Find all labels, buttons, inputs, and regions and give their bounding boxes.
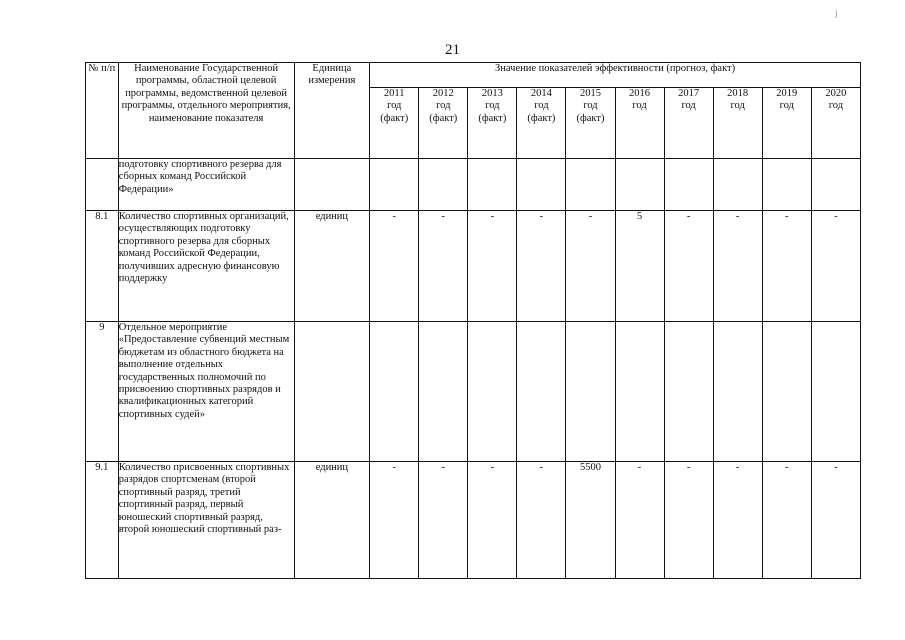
value-cell (615, 159, 664, 211)
value-cell: - (370, 211, 419, 322)
year-note: (факт) (527, 112, 556, 124)
value-cell: - (762, 462, 811, 579)
row-unit (294, 159, 370, 211)
value-cell (762, 159, 811, 211)
row-number (86, 159, 119, 211)
value-cell (517, 159, 566, 211)
year-word: год (583, 100, 598, 112)
row-unit: единиц (294, 462, 370, 579)
table-row (86, 322, 861, 462)
header-year-2016 (615, 88, 664, 159)
year-note: (факт) (576, 112, 605, 124)
value-cell: - (419, 211, 468, 322)
table-row (86, 159, 861, 211)
value-cell (419, 322, 468, 462)
value-cell (468, 322, 517, 462)
value-cell (713, 159, 762, 211)
value-cell: - (517, 211, 566, 322)
header-year-2015 (566, 88, 615, 159)
value-cell: - (811, 462, 860, 579)
performance-indicators-table (85, 62, 861, 579)
value-cell (370, 322, 419, 462)
value-cell (419, 159, 468, 211)
year-label: 2020 (825, 88, 847, 99)
year-note: (факт) (478, 112, 507, 124)
value-cell: - (566, 211, 615, 322)
table-row (86, 211, 861, 322)
value-cell (566, 322, 615, 462)
row-name: Отдельное мероприятие «Предоставление субвенций местным бюджетам из областного бюджета на выполнение отдельных государственных полномочий по присвоению спортивных разрядов и квалификационных категорий спортивных судей» (118, 322, 294, 462)
header-year-2011 (370, 88, 419, 159)
value-cell (566, 159, 615, 211)
year-word: год (485, 100, 500, 112)
value-cell: - (615, 462, 664, 579)
year-label: 2011 (383, 88, 405, 99)
year-label: 2016 (629, 88, 651, 99)
value-cell: - (370, 462, 419, 579)
table-header (86, 63, 861, 159)
value-cell (517, 322, 566, 462)
header-year-2020 (811, 88, 860, 159)
year-word: год (436, 100, 451, 112)
page-number: 21 (445, 42, 460, 58)
year-label: 2013 (481, 88, 503, 99)
year-label: 2019 (776, 88, 798, 99)
value-cell: - (811, 211, 860, 322)
value-cell: - (517, 462, 566, 579)
header-number: № п/п (86, 63, 119, 159)
corner-mark: ј (835, 8, 838, 18)
row-name: подготовку спортивного резерва для сборных команд Российской Федерации» (118, 159, 294, 211)
table-row (86, 462, 861, 579)
value-cell: - (762, 211, 811, 322)
header-year-2014 (517, 88, 566, 159)
header-year-2017 (664, 88, 713, 159)
value-cell (370, 159, 419, 211)
value-cell: 5500 (566, 462, 615, 579)
year-word: год (779, 100, 794, 112)
value-cell: 5 (615, 211, 664, 322)
row-number: 9.1 (86, 462, 119, 579)
header-name: Наименование Государственной программы, областной целевой программы, ведомственной целевой программы, отдельного мероприятия, наименование показателя (118, 63, 294, 159)
value-cell (468, 159, 517, 211)
header-values: Значение показателей эффективности (прогноз, факт) (370, 63, 861, 88)
value-cell (762, 322, 811, 462)
year-label: 2018 (727, 88, 749, 99)
row-number: 9 (86, 322, 119, 462)
value-cell: - (664, 462, 713, 579)
year-word: год (730, 100, 745, 112)
year-label: 2014 (530, 88, 552, 99)
header-unit: Единица измерения (294, 63, 370, 159)
value-cell (811, 159, 860, 211)
value-cell (811, 322, 860, 462)
year-label: 2017 (678, 88, 700, 99)
header-year-2013 (468, 88, 517, 159)
value-cell: - (419, 462, 468, 579)
value-cell: - (713, 462, 762, 579)
row-name: Количество спортивных организаций, осуществляющих подготовку спортивного резерва для сборных команд Российской Федерации, получивших адресную финансовую поддержку (118, 211, 294, 322)
value-cell: - (468, 211, 517, 322)
year-word: год (828, 100, 844, 112)
header-row-top (86, 63, 861, 88)
row-number: 8.1 (86, 211, 119, 322)
year-note: (факт) (429, 112, 458, 124)
value-cell (664, 159, 713, 211)
header-year-2019 (762, 88, 811, 159)
row-unit: единиц (294, 211, 370, 322)
header-year-2018 (713, 88, 762, 159)
value-cell: - (468, 462, 517, 579)
table-body (86, 159, 861, 579)
value-cell (615, 322, 664, 462)
value-cell: - (713, 211, 762, 322)
year-note: (факт) (380, 112, 409, 124)
row-unit (294, 322, 370, 462)
year-label: 2015 (579, 88, 601, 99)
year-word: год (681, 100, 696, 112)
row-name: Количество присвоенных спортивных разрядов спортсменам (второй спортивный разряд, третий спортивный разряд, первый юношеский спортивный разряд, второй юношеский спортивный раз- (118, 462, 294, 579)
value-cell (664, 322, 713, 462)
year-word: год (632, 100, 647, 112)
value-cell: - (664, 211, 713, 322)
year-word: год (534, 100, 549, 112)
year-word: год (387, 100, 402, 112)
header-year-2012 (419, 88, 468, 159)
year-label: 2012 (432, 88, 454, 99)
value-cell (713, 322, 762, 462)
